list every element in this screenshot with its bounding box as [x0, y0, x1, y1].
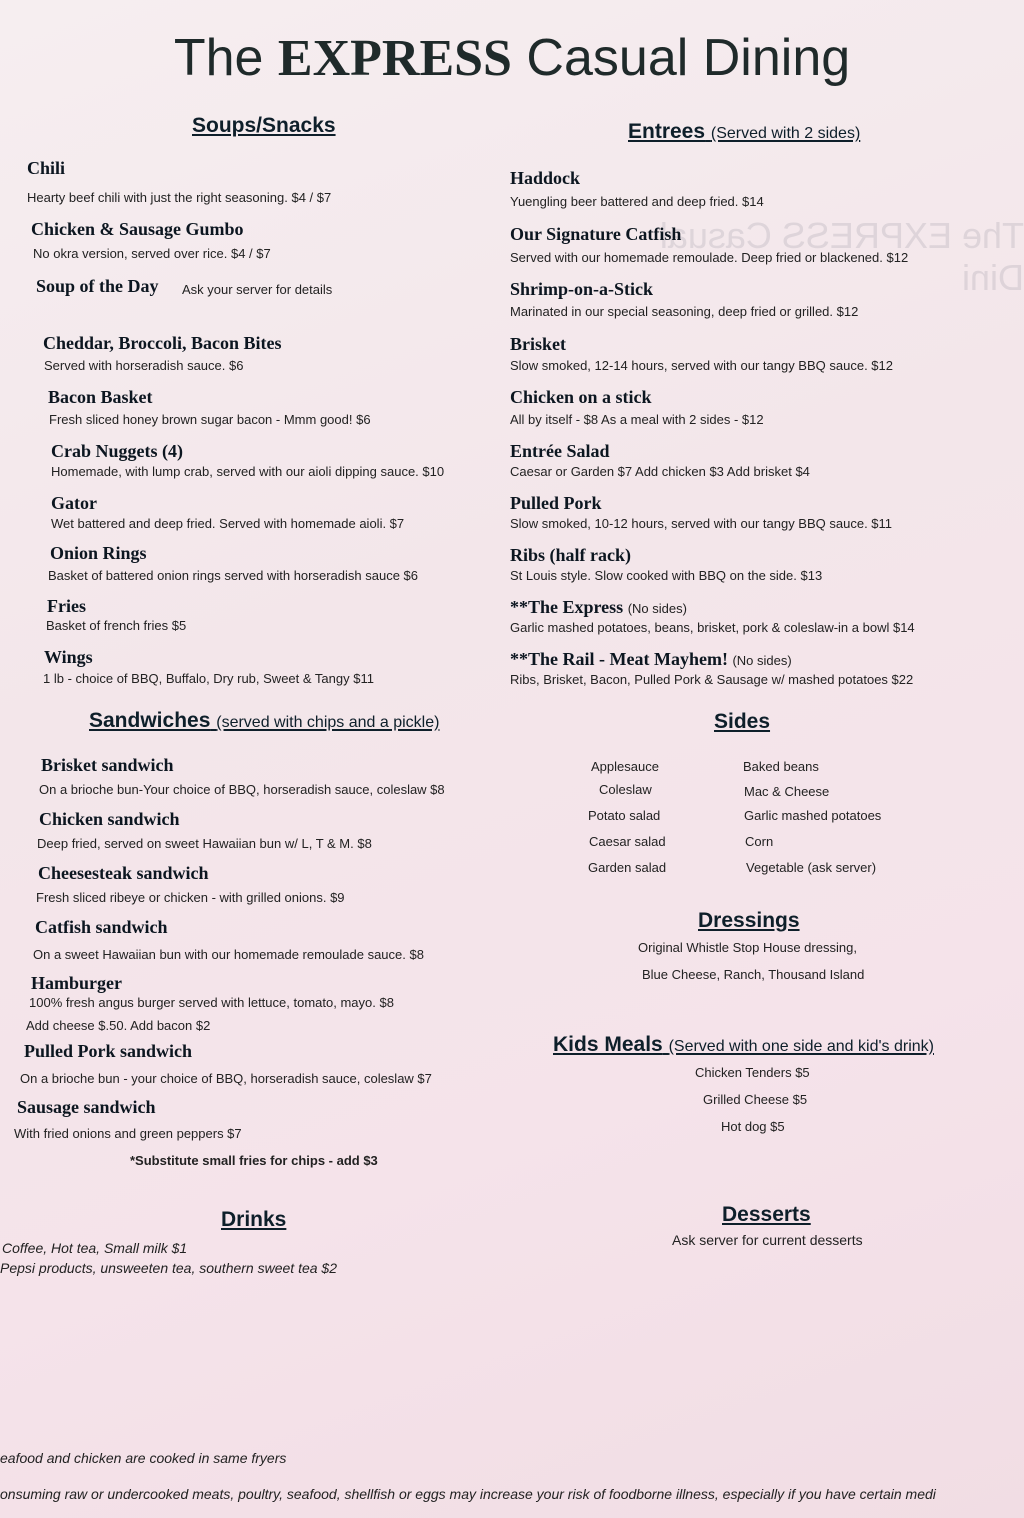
entree-item-name-label: **The Express: [510, 597, 624, 617]
entree-item-name: Entrée Salad: [510, 441, 610, 461]
title-casual-dining: Casual Dining: [526, 29, 851, 87]
entree-item-desc: St Louis style. Slow cooked with BBQ on the side. $13: [510, 568, 823, 583]
soup-item-name: Chicken & Sausage Gumbo: [31, 219, 244, 239]
sandwich-item-desc: With fried onions and green peppers $7: [14, 1126, 242, 1141]
soup-item-desc: Ask your server for details: [182, 282, 333, 297]
sandwich-item-name: Hamburger: [31, 973, 122, 993]
desserts-heading: Desserts: [722, 1203, 811, 1226]
soup-item-desc: 1 lb - choice of BBQ, Buffalo, Dry rub, Sweet & Tangy $11: [43, 671, 374, 686]
title-the: The: [173, 29, 264, 87]
sandwiches-heading-sub: (served with chips and a pickle): [216, 714, 440, 731]
entree-item-name: [510, 649, 792, 670]
sandwich-note: *Substitute small fries for chips - add $3: [130, 1153, 378, 1168]
sandwich-item-desc-extra: Add cheese $.50. Add bacon $2: [26, 1018, 211, 1033]
side-item: Garden salad: [588, 860, 667, 875]
entree-item-desc: Marinated in our special seasoning, deep fried or grilled. $12: [510, 304, 859, 319]
sandwich-item-name: Catfish sandwich: [35, 917, 168, 937]
soup-item-desc: Fresh sliced honey brown sugar bacon - Mmm good! $6: [49, 412, 371, 427]
soup-item-name: Soup of the Day: [36, 276, 159, 296]
side-item: Vegetable (ask server): [746, 860, 877, 875]
soup-item-name: Cheddar, Broccoli, Bacon Bites: [43, 333, 282, 353]
entree-item-sub: (No sides): [732, 653, 792, 668]
dressings-heading: Dressings: [698, 909, 800, 932]
entree-item-desc: Ribs, Brisket, Bacon, Pulled Pork & Sausage w/ mashed potatoes $22: [510, 672, 914, 687]
kids-item: Grilled Cheese $5: [703, 1092, 808, 1107]
sandwich-item-name: Pulled Pork sandwich: [24, 1041, 193, 1061]
entree-item-sub: (No sides): [627, 601, 687, 616]
dressings-line: Original Whistle Stop House dressing,: [638, 940, 857, 955]
entree-item-name: [510, 597, 687, 618]
sandwich-item-desc: On a sweet Hawaiian bun with our homemade remoulade sauce. $8: [33, 947, 424, 962]
restaurant-title: [0, 28, 1024, 88]
kids-heading: [553, 1033, 934, 1057]
soup-item-desc: Hearty beef chili with just the right seasoning. $4 / $7: [27, 190, 332, 205]
bleed-through-text: The EXPRESS Casual Dini: [659, 215, 1024, 298]
sandwich-item-name: Brisket sandwich: [41, 755, 174, 775]
sandwiches-heading: [89, 709, 439, 733]
entree-item-desc: Served with our homemade remoulade. Deep fried or blackened. $12: [510, 250, 909, 265]
sandwich-item-desc: Fresh sliced ribeye or chicken - with grilled onions. $9: [36, 890, 345, 905]
soup-item-name: Onion Rings: [50, 543, 147, 563]
entree-item-desc: All by itself - $8 As a meal with 2 sides - $12: [510, 412, 764, 427]
sandwich-item-desc: Deep fried, served on sweet Hawaiian bun w/ L, T & M. $8: [37, 836, 372, 851]
desserts-desc: Ask server for current desserts: [672, 1232, 863, 1248]
sandwich-item-name: Cheesesteak sandwich: [38, 863, 209, 883]
sandwich-item-desc: 100% fresh angus burger served with lettuce, tomato, mayo. $8: [29, 995, 394, 1010]
entrees-heading-sub: (Served with 2 sides): [710, 125, 861, 142]
side-item: Corn: [745, 834, 774, 849]
footer-fryer-note: eafood and chicken are cooked in same fryers: [0, 1450, 287, 1466]
soup-item-desc: Basket of french fries $5: [46, 618, 187, 633]
entree-item-name: Chicken on a stick: [510, 387, 652, 407]
sandwich-item-desc: On a brioche bun - your choice of BBQ, horseradish sauce, coleslaw $7: [20, 1071, 432, 1086]
soups-heading: Soups/Snacks: [192, 114, 336, 137]
soup-item-desc: Wet battered and deep fried. Served with homemade aioli. $7: [51, 516, 405, 531]
entree-item-desc: Garlic mashed potatoes, beans, brisket, pork & coleslaw-in a bowl $14: [510, 620, 915, 635]
side-item: Garlic mashed potatoes: [744, 808, 882, 823]
side-item: Applesauce: [591, 759, 659, 774]
sides-heading: Sides: [714, 710, 771, 733]
entree-item-desc: Slow smoked, 10-12 hours, served with our tangy BBQ sauce. $11: [510, 516, 893, 531]
kids-heading-sub: (Served with one side and kid's drink): [668, 1038, 934, 1055]
kids-item: Hot dog $5: [721, 1119, 785, 1134]
soup-item-name: Bacon Basket: [48, 387, 153, 407]
soup-item-name: Wings: [44, 647, 93, 667]
soup-item-desc: No okra version, served over rice. $4 / $7: [33, 246, 271, 261]
soup-item-desc: Homemade, with lump crab, served with our aioli dipping sauce. $10: [51, 464, 445, 479]
soup-item-name: Chili: [27, 158, 66, 178]
title-express: EXPRESS: [277, 30, 512, 87]
side-item: Coleslaw: [599, 782, 652, 797]
entree-item-desc: Yuengling beer battered and deep fried. $14: [510, 194, 764, 209]
entree-item-name: Ribs (half rack): [510, 545, 631, 565]
footer-health-warning: onsuming raw or undercooked meats, poultry, seafood, shellfish or eggs may increase your risk of foodborne illness, especially if you have certain medi: [0, 1486, 936, 1502]
drinks-item: Coffee, Hot tea, Small milk $1: [2, 1240, 188, 1256]
sandwich-item-desc: On a brioche bun-Your choice of BBQ, horseradish sauce, coleslaw $8: [39, 782, 445, 797]
entree-item-name: Pulled Pork: [510, 493, 602, 513]
entree-item-name: Shrimp-on-a-Stick: [510, 279, 654, 299]
kids-item: Chicken Tenders $5: [695, 1065, 810, 1080]
sandwich-item-name: Sausage sandwich: [17, 1097, 156, 1117]
dressings-line: Blue Cheese, Ranch, Thousand Island: [642, 967, 865, 982]
drinks-heading: Drinks: [221, 1208, 287, 1231]
entree-item-desc: Caesar or Garden $7 Add chicken $3 Add brisket $4: [510, 464, 810, 479]
sandwich-item-name: Chicken sandwich: [39, 809, 180, 829]
soup-item-desc: Basket of battered onion rings served with horseradish sauce $6: [48, 568, 418, 583]
soup-item-desc: Served with horseradish sauce. $6: [44, 358, 244, 373]
soup-item-name: Gator: [51, 493, 97, 513]
side-item: Caesar salad: [589, 834, 666, 849]
soup-item-name: Crab Nuggets (4): [51, 441, 183, 461]
side-item: Mac & Cheese: [744, 784, 830, 799]
entree-item-name-label: **The Rail - Meat Mayhem!: [510, 649, 728, 669]
kids-heading-label: Kids Meals: [553, 1033, 663, 1056]
sandwiches-heading-label: Sandwiches: [89, 709, 211, 732]
drinks-item: Pepsi products, unsweeten tea, southern sweet tea $2: [0, 1260, 337, 1276]
entree-item-name: Haddock: [510, 168, 581, 188]
entree-item-name: Our Signature Catfish: [510, 224, 682, 244]
entrees-heading-label: Entrees: [628, 120, 706, 143]
side-item: Potato salad: [588, 808, 661, 823]
entree-item-desc: Slow smoked, 12-14 hours, served with our tangy BBQ sauce. $12: [510, 358, 893, 373]
side-item: Baked beans: [743, 759, 819, 774]
entree-item-name: Brisket: [510, 334, 566, 354]
entrees-heading: [628, 120, 860, 144]
soup-item-name: Fries: [47, 596, 86, 616]
